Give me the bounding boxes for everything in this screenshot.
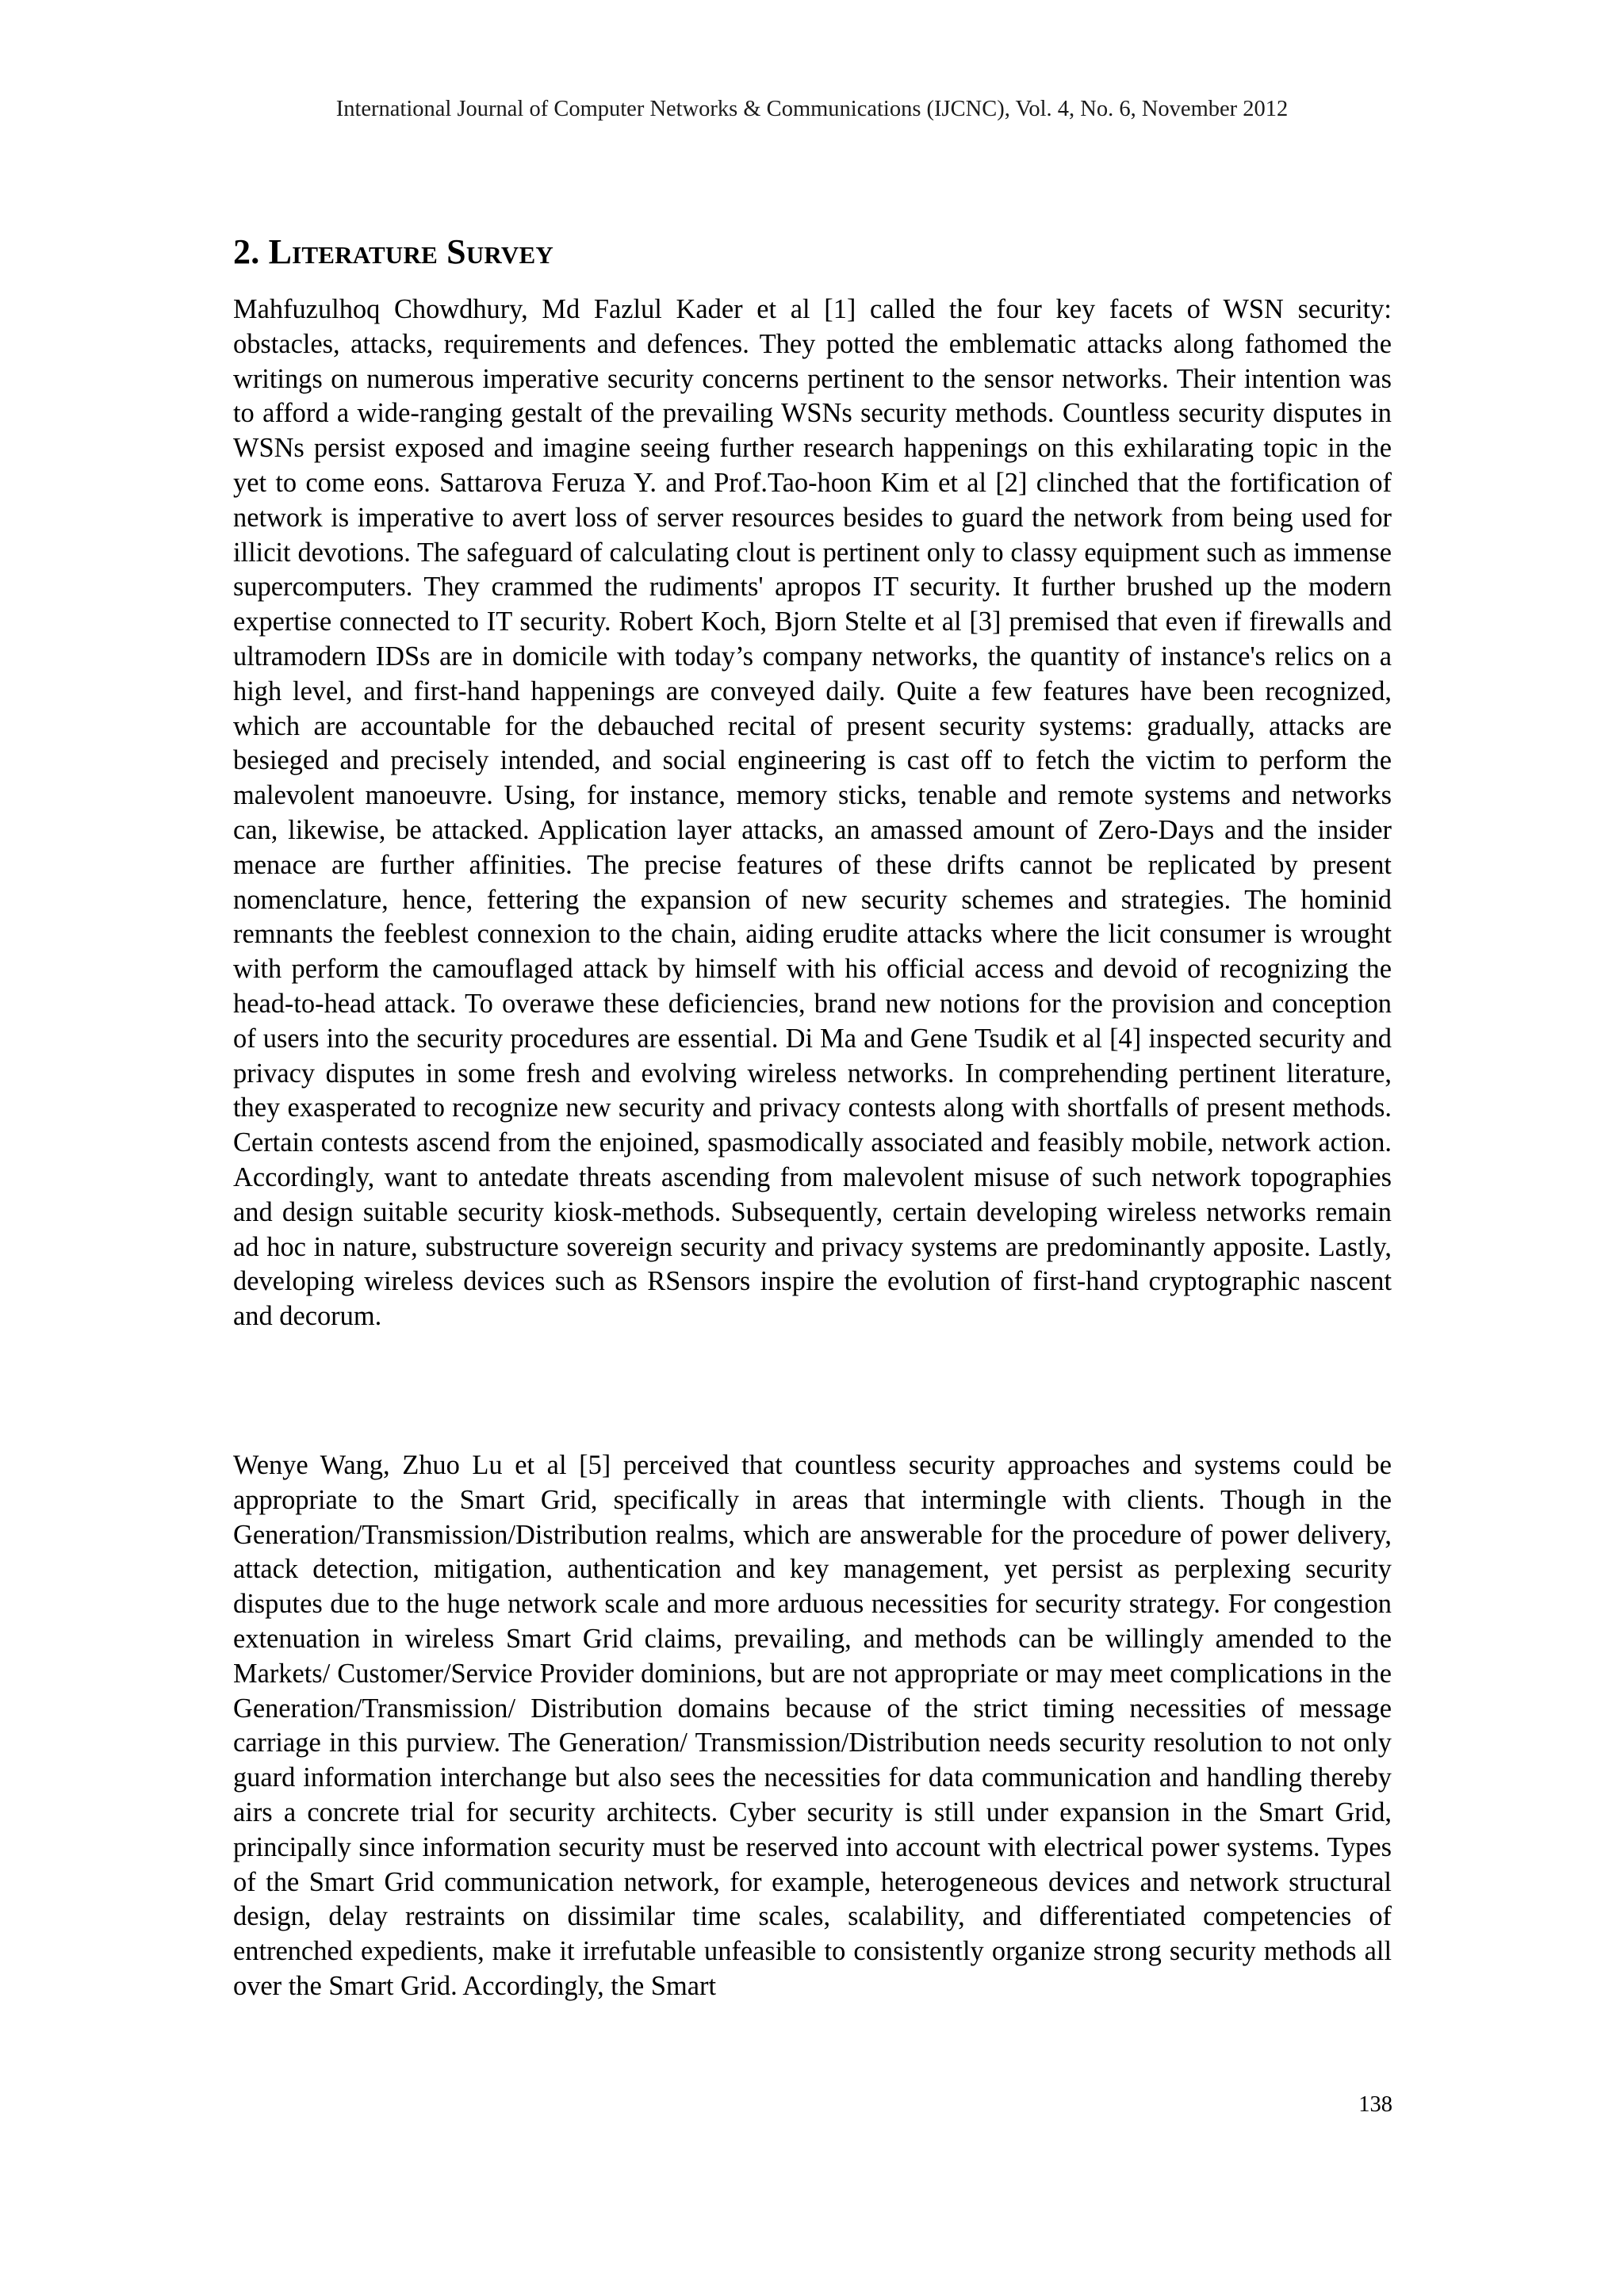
body-paragraph-2: Wenye Wang, Zhuo Lu et al [5] perceived that countless security approaches and systems could be appropriate to the Smart Grid, specifically in areas that intermingle with clients. Though in the Generation/Transmission/Distribution realms, which are answerable for the procedure of power delivery, attack detection, mitigation, authentication and key management, yet persist as perplexing security disputes due to the huge network scale and more arduous necessities for security strategy. For congestion extenuation in wireless Smart Grid claims, prevailing, and methods can be willingly amended to the Markets/ Customer/Service Provider dominions, but are not appropriate or may meet complications in the Generation/Transmission/ Distribution domains because of the strict timing necessities of message carriage in this purview. The Generation/ Transmission/Distribution needs security resolution to not only guard information interchange but also sees the necessities for data communication and handling thereby airs a concrete trial for security architects. Cyber security is still under expansion in the Smart Grid, principally since information security must be reserved into account with electrical power systems. Types of the Smart Grid communication network, for example, heterogeneous devices and network structural design, delay restraints on dissimilar time scales, scalability, and differentiated competencies of entrenched expedients, make it irrefutable unfeasible to consistently organize strong security methods all over the Smart Grid. Accordingly, the Smart — [233, 1450, 1392, 2001]
section-title: Literature Survey — [268, 232, 553, 271]
section-heading — [233, 228, 553, 276]
running-header: International Journal of Computer Networks & Communications (IJCNC), Vol. 4, No. 6, November 2012 — [335, 97, 1289, 121]
page-number: 138 — [1358, 2092, 1392, 2117]
body-paragraph-1: Mahfuzulhoq Chowdhury, Md Fazlul Kader et al [1] called the four key facets of WSN security: obstacles, attacks, requirements and defences. They potted the emblematic attacks along fathomed the writings on numerous imperative security concerns pertinent to the sensor networks. Their intention was to afford a wide-ranging gestalt of the prevailing WSNs security methods. Countless security disputes in WSNs persist exposed and imagine seeing further research happenings on this exhilarating topic in the yet to come eons. Sattarova Feruza Y. and Prof.Tao-hoon Kim et al [2] clinched that the fortification of network is imperative to avert loss of server resources besides to guard the network from being used for illicit devotions. The safeguard of calculating clout is pertinent only to classy equipment such as immense supercomputers. They crammed the rudiments' apropos IT security. It further brushed up the modern expertise connected to IT security. Robert Koch, Bjorn Stelte et al [3] premised that even if firewalls and ultramodern IDSs are in domicile with today’s company networks, the quantity of instance's relics on a high level, and first-hand happenings are conveyed daily. Quite a few features have been recognized, which are accountable for the debauched recital of present security systems: gradually, attacks are besieged and precisely intended, and social engineering is cast off to fetch the victim to perform the malevolent manoeuvre. Using, for instance, memory sticks, tenable and remote systems and networks can, likewise, be attacked. Application layer attacks, an amassed amount of Zero-Days and the insider menace are further affinities. The precise features of these drifts cannot be replicated by present nomenclature, hence, fettering the expansion of new security schemes and strategies. The hominid remnants the feeblest connexion to the chain, aiding erudite attacks where the licit consumer is wrought with perform the camouflaged attack by himself with his official access and devoid of recognizing the head-to-head attack. To overawe these deficiencies, brand new notions for the provision and conception of users into the security procedures are essential. Di Ma and Gene Tsudik et al [4] inspected security and privacy disputes in some fresh and evolving wireless networks. In comprehending pertinent literature, they exasperated to recognize new security and privacy contests along with shortfalls of present methods. Certain contests ascend from the enjoined, spasmodically associated and feasibly mobile, network action. Accordingly, want to antedate threats ascending from malevolent misuse of such network topographies and design suitable security kiosk-methods. Subsequently, certain developing wireless networks remain ad hoc in nature, substructure sovereign security and privacy systems are predominantly apposite. Lastly, developing wireless devices such as RSensors inspire the evolution of first-hand cryptographic nascent and decorum. — [233, 294, 1392, 1332]
section-number: 2. — [233, 232, 260, 271]
